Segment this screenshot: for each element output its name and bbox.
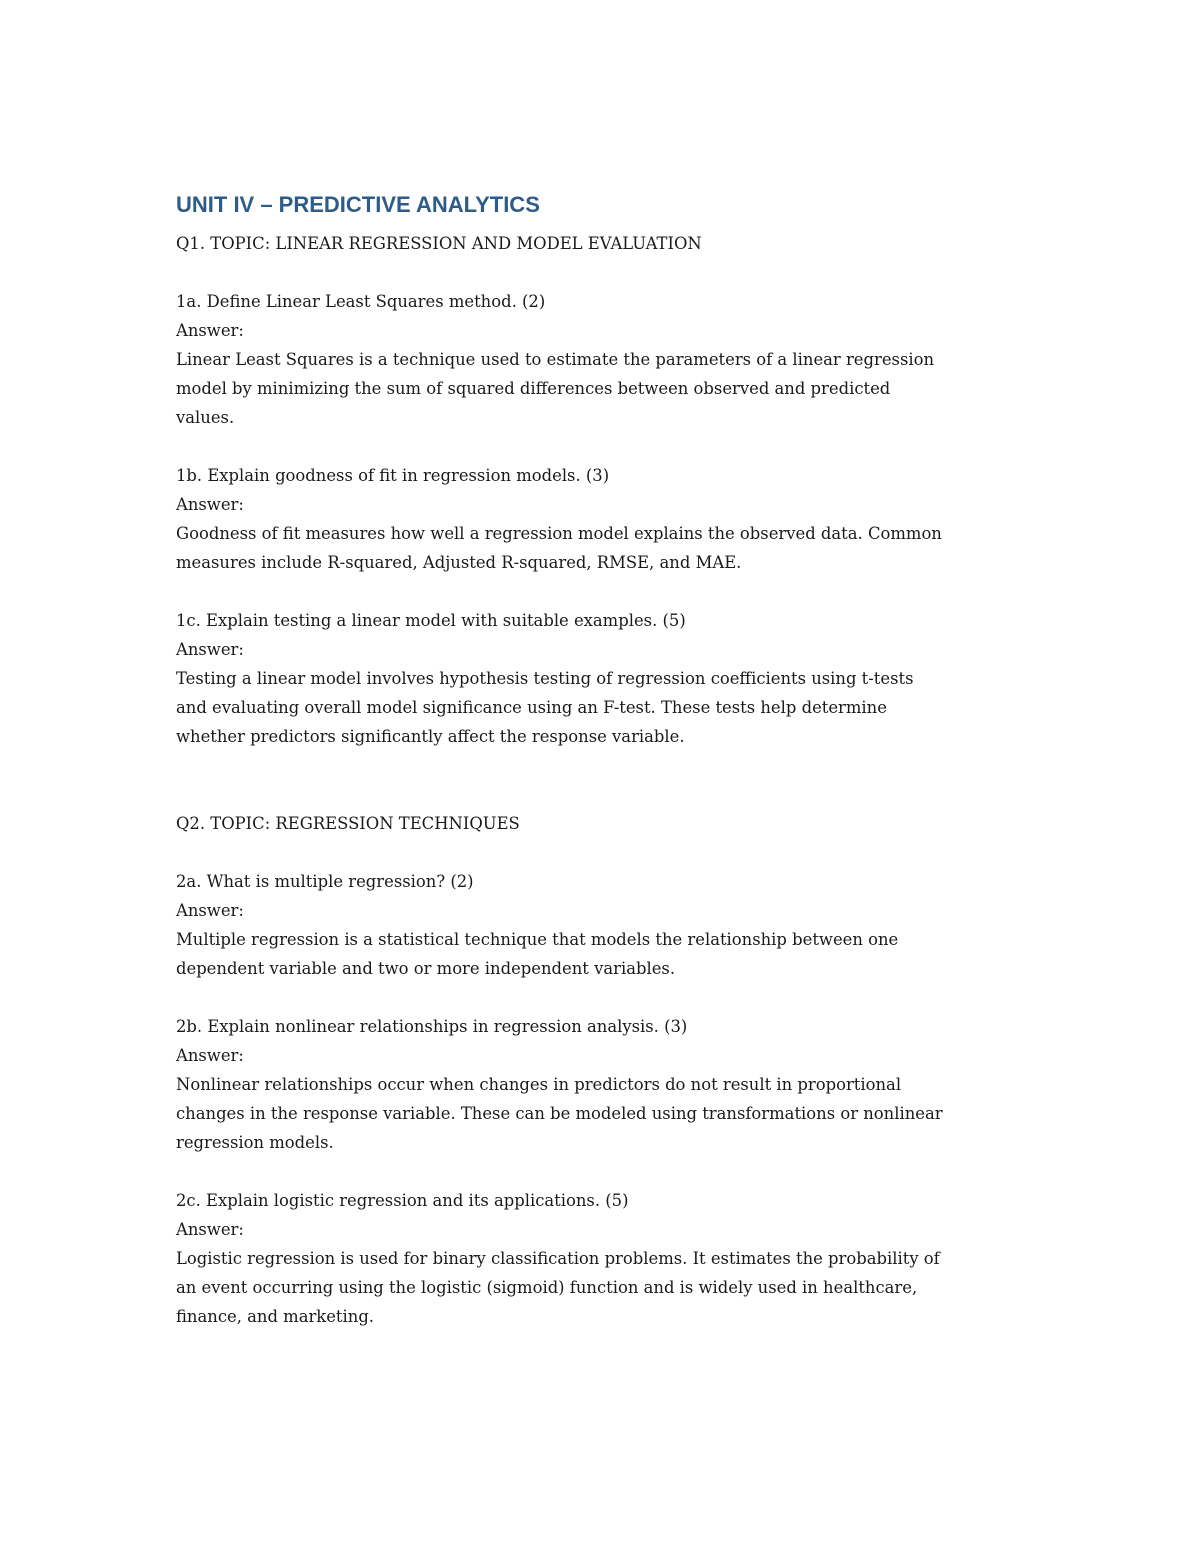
answer-label: Answer: (176, 901, 244, 920)
answer-line: values. (176, 408, 235, 427)
answer-label: Answer: (176, 640, 244, 659)
question-text: 1c. Explain testing a linear model with suitable examples. (5) (176, 611, 686, 630)
answer-line: changes in the response variable. These can be modeled using transformations or nonlinear (176, 1104, 943, 1123)
answer-line: Nonlinear relationships occur when changes in predictors do not result in proportional (176, 1075, 902, 1094)
answer-line: model by minimizing the sum of squared differences between observed and predicted (176, 379, 891, 398)
question-text: 2c. Explain logistic regression and its applications. (5) (176, 1191, 629, 1210)
answer-line: Logistic regression is used for binary classification problems. It estimates the probability of (176, 1249, 940, 1268)
question-block-1c (176, 606, 1036, 751)
section-q2 (176, 809, 1036, 1331)
question-block-2c (176, 1186, 1036, 1331)
answer-line: Goodness of fit measures how well a regression model explains the observed data. Common (176, 524, 942, 543)
question-block-2a (176, 867, 1036, 983)
answer-label: Answer: (176, 321, 244, 340)
answer-line: Multiple regression is a statistical technique that models the relationship between one (176, 930, 899, 949)
answer-line: Linear Least Squares is a technique used to estimate the parameters of a linear regression (176, 350, 935, 369)
answer-line: Testing a linear model involves hypothesis testing of regression coefficients using t-tests (176, 669, 914, 688)
question-text: 1b. Explain goodness of fit in regression models. (3) (176, 466, 610, 485)
answer-line: and evaluating overall model significance using an F-test. These tests help determine (176, 698, 887, 717)
answer-line: regression models. (176, 1133, 334, 1152)
topic-heading: Q1. TOPIC: LINEAR REGRESSION AND MODEL EVALUATION (176, 234, 702, 253)
answer-line: measures include R-squared, Adjusted R-squared, RMSE, and MAE. (176, 553, 742, 572)
answer-label: Answer: (176, 495, 244, 514)
answer-label: Answer: (176, 1046, 244, 1065)
question-text: 1a. Define Linear Least Squares method. (2) (176, 292, 546, 311)
question-text: 2a. What is multiple regression? (2) (176, 872, 474, 891)
section-q1 (176, 229, 1036, 751)
topic-heading: Q2. TOPIC: REGRESSION TECHNIQUES (176, 814, 520, 833)
question-text: 2b. Explain nonlinear relationships in regression analysis. (3) (176, 1017, 688, 1036)
question-block-2b (176, 1012, 1036, 1157)
answer-line: finance, and marketing. (176, 1307, 375, 1326)
page-title: UNIT IV – PREDICTIVE ANALYTICS (176, 192, 540, 217)
answer-line: whether predictors significantly affect the response variable. (176, 727, 685, 746)
answer-label: Answer: (176, 1220, 244, 1239)
question-block-1a (176, 287, 1036, 432)
answer-line: an event occurring using the logistic (sigmoid) function and is widely used in healthcare, (176, 1278, 918, 1297)
answer-line: dependent variable and two or more independent variables. (176, 959, 676, 978)
question-block-1b (176, 461, 1036, 577)
document-page (176, 190, 1036, 1331)
